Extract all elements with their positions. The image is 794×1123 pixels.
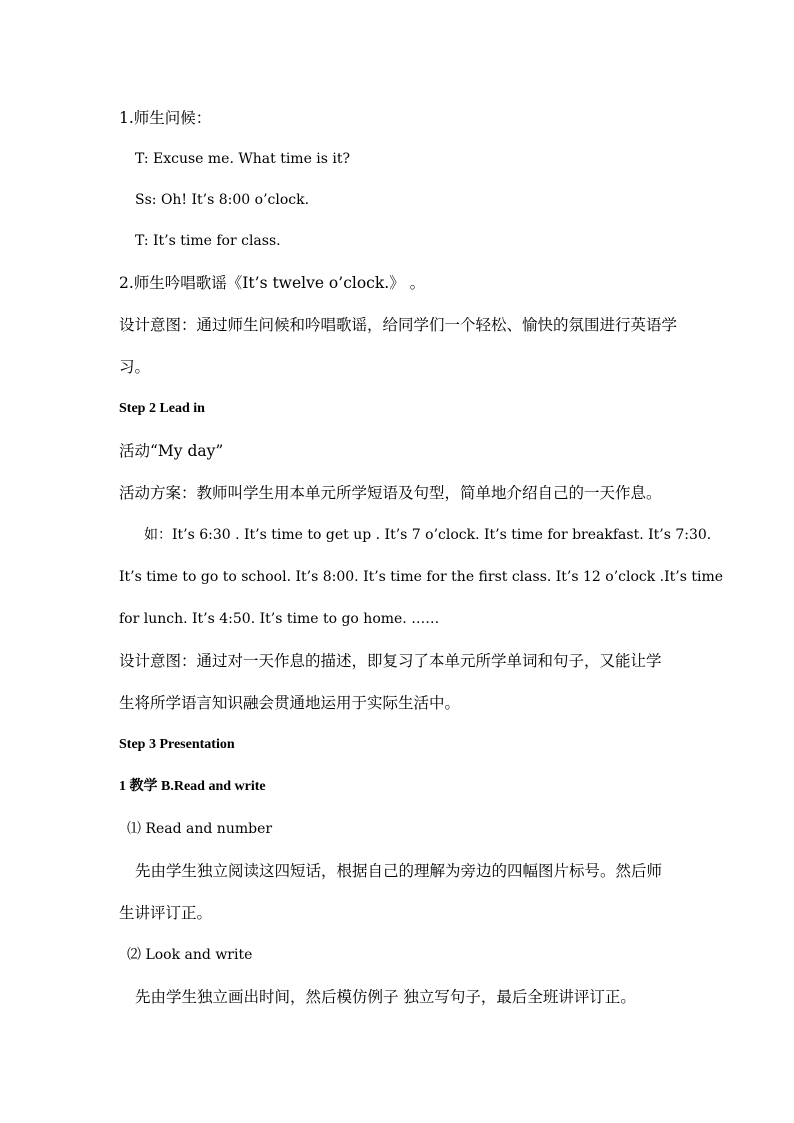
paragraph-greeting-heading: 1.师生问候：: [119, 109, 212, 127]
step-3-heading: Step 3 Presentation: [119, 737, 235, 752]
design-intent-2: 设计意图：通过对一天作息的描述，即复习了本单元所学单词和句子，又能让学: [119, 652, 662, 670]
subheading-read-and-number: ⑴ Read and number: [127, 821, 273, 837]
subheading-look-and-write: ⑵ Look and write: [127, 947, 253, 963]
teaching-heading: 1 教学 B.Read and write: [119, 779, 266, 794]
design-intent-1: 设计意图：通过师生问候和吟唱歌谣，给同学们一个轻松、愉快的氛围进行英语学: [119, 316, 678, 334]
dialogue-line-teacher-2: T: It’s time for class.: [135, 233, 281, 249]
example-line-3: for lunch. It’s 4:50. It’s time to go home. ……: [119, 611, 440, 627]
activity-plan: 活动方案：教师叫学生用本单元所学短语及句型，简单地介绍自己的一天作息。: [119, 484, 662, 502]
design-intent-1-cont: 习。: [119, 358, 151, 376]
dialogue-line-students: Ss: Oh! It’s 8:00 o’clock.: [135, 192, 310, 208]
example-line-1: 如：It’s 6:30 . It’s time to get up . It’s 7 o’clock. It’s time for breakfast. It’s 7:30.: [144, 527, 712, 543]
activity-title: 活动“My day”: [119, 442, 224, 460]
read-and-number-text: 先由学生独立阅读这四短话，根据自己的理解为旁边的四幅图片标号。然后师: [135, 862, 663, 880]
example-line-2: It’s time to go to school. It’s 8:00. It’s time for the first class. It’s 12 o’clock .It’s time: [119, 569, 724, 585]
look-and-write-text: 先由学生独立画出时间，然后模仿例子 独立写句子，最后全班讲评订正。: [135, 988, 636, 1006]
step-2-heading: Step 2 Lead in: [119, 401, 205, 416]
read-and-number-text-cont: 生讲评订正。: [119, 904, 213, 922]
design-intent-2-cont: 生将所学语言知识融会贯通地运用于实际生活中。: [119, 694, 461, 712]
dialogue-line-teacher: T: Excuse me. What time is it?: [135, 151, 351, 167]
paragraph-chant: 2.师生吟唱歌谣《It’s twelve o’clock.》 。: [119, 274, 426, 292]
